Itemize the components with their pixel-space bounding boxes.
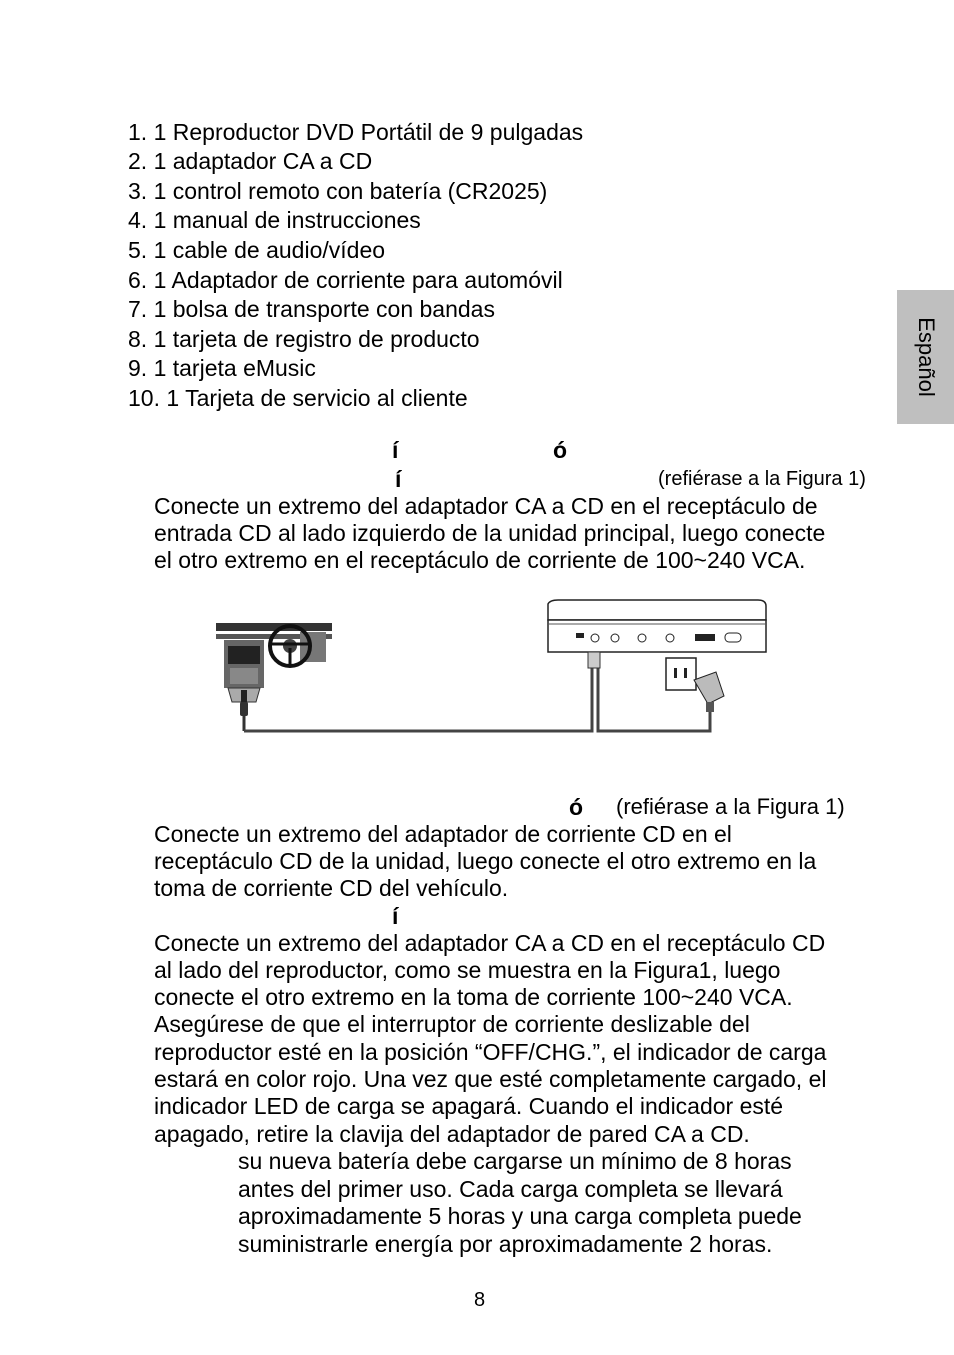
paragraph-line: indicador LED de carga se apagará. Cuando el indicador esté xyxy=(154,1093,784,1119)
dvd-player-icon xyxy=(548,600,766,668)
paragraph-line: estará en color rojo. Una vez que esté completamente cargado, el xyxy=(154,1066,827,1092)
figure-reference: (refiérase a la Figura 1) xyxy=(658,468,866,490)
note-line: su nueva batería debe cargarse un mínimo de 8 horas xyxy=(238,1148,792,1174)
list-item: 4. 1 manual de instrucciones xyxy=(128,207,421,233)
paragraph-line: Conecte un extremo del adaptador CA a CD en el receptáculo CD xyxy=(154,930,826,956)
list-item: 3. 1 control remoto con batería (CR2025) xyxy=(128,178,548,204)
car-dashboard-icon xyxy=(216,623,332,702)
paragraph-line: Asegúrese de que el interruptor de corriente deslizable del xyxy=(154,1011,750,1037)
list-item: 8. 1 tarjeta de registro de producto xyxy=(128,326,480,352)
figure-reference: (refiérase a la Figura 1) xyxy=(616,794,845,819)
subsection-heading-fragment: í xyxy=(395,466,402,492)
language-tab-label: Español xyxy=(913,317,939,397)
paragraph-line: receptáculo CD de la unidad, luego conecte el otro extremo en la xyxy=(154,848,817,874)
paragraph-line: toma de corriente CD del vehículo. xyxy=(154,875,509,901)
list-item: 6. 1 Adaptador de corriente para automóvil xyxy=(128,267,563,293)
section-heading-fragment: í xyxy=(392,903,399,929)
list-item: 10. 1 Tarjeta de servicio al cliente xyxy=(128,385,468,411)
paragraph-line: el otro extremo en el receptáculo de corriente de 100~240 VCA. xyxy=(154,547,806,573)
paragraph-line: Conecte un extremo del adaptador de corriente CD en el xyxy=(154,821,732,847)
list-item: 7. 1 bolsa de transporte con bandas xyxy=(128,296,495,322)
list-item: 9. 1 tarjeta eMusic xyxy=(128,355,316,381)
paragraph-line: apagado, retire la clavija del adaptador de pared CA a CD. xyxy=(154,1121,750,1147)
language-tab xyxy=(897,290,954,424)
list-item: 1. 1 Reproductor DVD Portátil de 9 pulgadas xyxy=(128,119,584,145)
paragraph-line: entrada CD al lado izquierdo de la unidad principal, luego conecte xyxy=(154,520,826,546)
section-heading-fragment: ó xyxy=(553,437,568,463)
section-heading-fragment: ó xyxy=(569,794,584,820)
wall-outlet-icon xyxy=(666,658,696,690)
paragraph-line: reproductor esté en la posición “OFF/CHG.”, el indicador de carga xyxy=(154,1039,827,1065)
list-item: 5. 1 cable de audio/vídeo xyxy=(128,237,386,263)
note-line: suministrarle energía por aproximadamente 2 horas. xyxy=(238,1231,773,1257)
list-item: 2. 1 adaptador CA a CD xyxy=(128,148,373,174)
page-number: 8 xyxy=(474,1289,486,1311)
note-line: antes del primer uso. Cada carga completa se llevará xyxy=(238,1176,783,1202)
section-heading-fragment: í xyxy=(392,437,399,463)
wall-adapter-icon xyxy=(694,672,724,712)
car-plug-icon xyxy=(240,690,248,731)
paragraph-line: Conecte un extremo del adaptador CA a CD en el receptáculo de xyxy=(154,493,818,519)
paragraph-line: al lado del reproductor, como se muestra en la Figura1, luego xyxy=(154,957,781,983)
figure-1-illustration xyxy=(210,598,790,743)
paragraph-line: conecte el otro extremo en la toma de corriente 100~240 VCA. xyxy=(154,984,793,1010)
note-line: aproximadamente 5 horas y una carga completa puede xyxy=(238,1203,802,1229)
